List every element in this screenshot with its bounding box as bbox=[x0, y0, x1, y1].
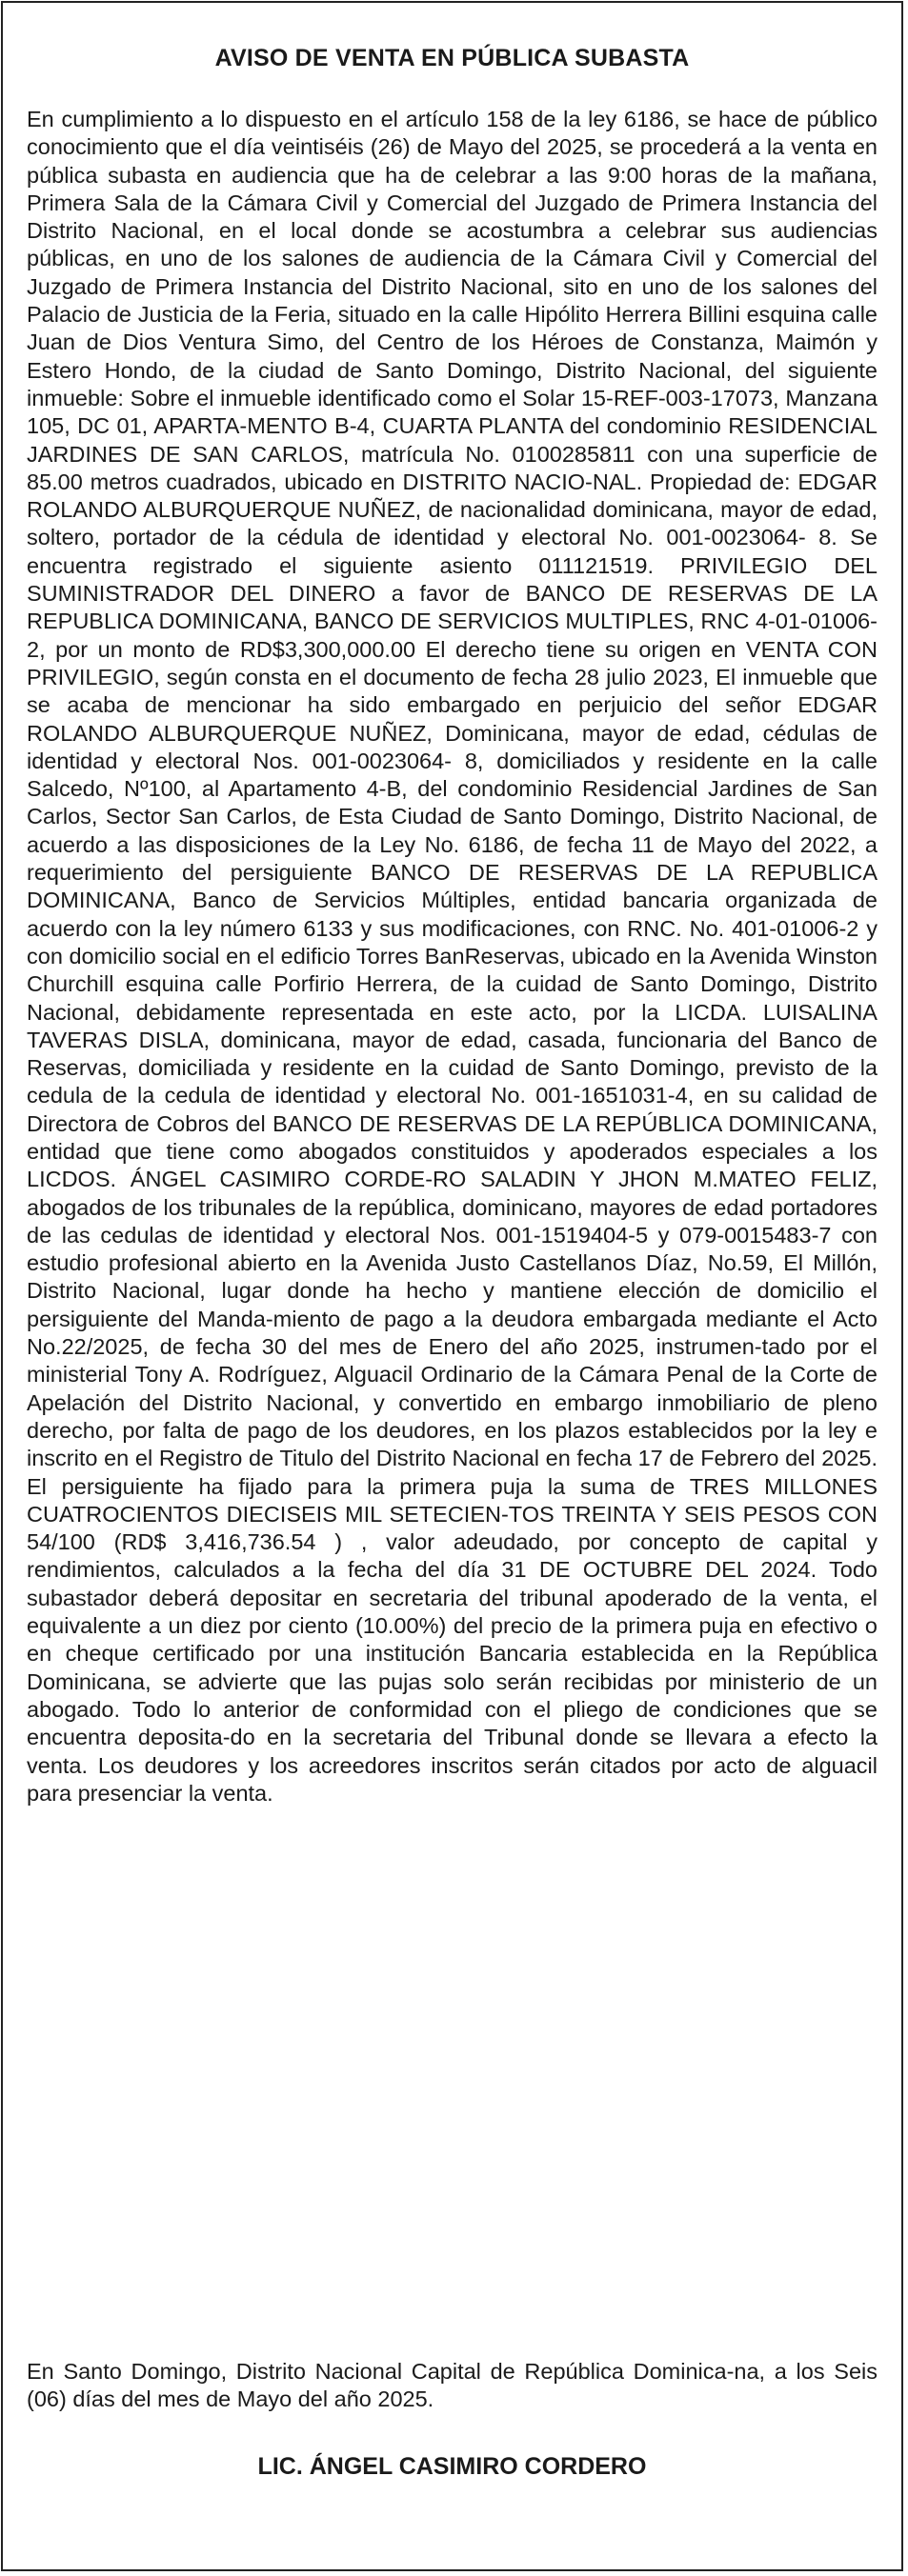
notice-body: En cumplimiento a lo dispuesto en el artículo 158 de la ley 6186, se hace de público conocimiento que el día veintiséis (26) de Mayo del 2025, se procederá a la venta en pública subasta en audiencia que ha de celebrar a las 9:00 horas de la mañana, Primera Sala de la Cámara Civil y Comercial del Juzgado de Primera Instancia del Distrito Nacional, en el local donde se acostumbra a celebrar sus audiencias públicas, en uno de los salones de audiencia de la Cámara Civil y Comercial del Juzgado de Primera Instancia del Distrito Nacional, sito en uno de los salones del Palacio de Justicia de la Feria, situado en la calle Hipólito Herrera Billini esquina calle Juan de Dios Ventura Simo, del Centro de los Héroes de Constanza, Maimón y Estero Hondo, de la ciudad de Santo Domingo, Distrito Nacional, del siguiente inmueble: Sobre el inmueble identificado como el Solar 15-REF-003-17073, Manzana 105, DC 01, APARTA-MENTO B-4, CUARTA PLANTA del condominio RESIDENCIAL JARDINES DE SAN CARLOS, matrícula No. 0100285811 con una superficie de 85.00 metros cuadrados, ubicado en DISTRITO NACIO-NAL. Propiedad de: EDGAR ROLANDO ALBURQUERQUE NUÑEZ, de nacionalidad dominicana, mayor de edad, soltero, portador de la cédula de identidad y electoral No. 001-0023064- 8. Se encuentra registrado el siguiente asiento 011121519. PRIVILEGIO DEL SUMINISTRADOR DEL DINERO a favor de BANCO DE RESERVAS DE LA REPUBLICA DOMINICANA, BANCO DE SERVICIOS MULTIPLES, RNC 4-01-01006-2, por un monto de RD$3,300,000.00 El derecho tiene su origen en VENTA CON PRIVILEGIO, según consta en el documento de fecha 28 julio 2023, El inmueble que se acaba de mencionar ha sido embargado en perjuicio del señor EDGAR ROLANDO ALBURQUERQUE NUÑEZ, Dominicana, mayor de edad, cédulas de identidad y electoral Nos. 001-0023064- 8, domiciliados y residente en la calle Salcedo, Nº100, al Apartamento 4-B, del condominio Residencial Jardines de San Carlos, Sector San Carlos, de Esta Ciudad de Santo Domingo, Distrito Nacional, de acuerdo a las disposiciones de la Ley No. 6186, de fecha 11 de Mayo del 2022, a requerimiento del persiguiente BANCO DE RESERVAS DE LA REPUBLICA DOMINICANA, Banco de Servicios Múltiples, entidad bancaria organizada de acuerdo con la ley número 6133 y sus modificaciones, con RNC. No. 401-01006-2 y con domicilio social en el edificio Torres BanReservas, ubicado en la Avenida Winston Churchill esquina calle Porfirio Herrera, de la cuidad de Santo Domingo, Distrito Nacional, debidamente representada en este acto, por la LICDA. LUISALINA TAVERAS DISLA, dominicana, mayor de edad, casada, funcionaria del Banco de Reservas, domiciliada y residente en la cuidad de Santo Domingo, previsto de la cedula de la cedula de identidad y electoral No. 001-1651031-4, en su calidad de Directora de Cobros del BANCO DE RESERVAS DE LA REPÚBLICA DOMINICANA, entidad que tiene como abogados constituidos y apoderados especiales a los LICDOS. ÁNGEL CASIMIRO CORDE-RO SALADIN Y JHON M.MATEO FELIZ, abogados de los tribunales de la república, dominicano, mayores de edad portadores de las cedulas de identidad y electoral Nos. 001-1519404-5 y 079-0015483-7 con estudio profesional abierto en la Avenida Justo Castellanos Díaz, No.59, El Millón, Distrito Nacional, lugar donde ha hecho y mantiene elección de domicilio el persiguiente del Manda-miento de pago a la deudora embargada mediante el Acto No.22/2025, de fecha 30 del mes de Enero del año 2025, instrumen-tado por el ministerial Tony A. Rodríguez, Alguacil Ordinario de la Cámara Penal de la Corte de Apelación del Distrito Nacional, y convertido en embargo inmobiliario de pleno derecho, por falta de pago de los deudores, en los plazos establecidos por la ley e inscrito en el Registro de Titulo del Distrito Nacional en fecha 17 de Febrero del 2025. El persiguiente ha fijado para la primera puja la suma de TRES MILLONES CUATROCIENTOS DIECISEIS MIL SETECIEN-TOS TREINTA Y SEIS PESOS CON 54/100 (RD$ 3,416,736.54 ) , valor adeudado, por concepto de capital y rendimientos, calculados a la fecha del día 31 DE OCTUBRE DEL 2024. Todo subastador deberá depositar en secretaria del tribunal apoderado de la venta, el equivalente a un diez por ciento (10.00%) del precio de la primera puja en efectivo o en cheque certificado por una institución Bancaria establecida en la República Dominicana, se advierte que las pujas solo serán recibidas por ministerio de un abogado. Todo lo anterior de conformidad con el pliego de condiciones que se encuentra deposita-do en la secretaria del Tribunal donde se llevara a efecto la venta. Los deudores y los acreedores inscritos serán citados por acto de alguacil para presenciar la venta. bbox=[27, 107, 878, 1806]
notice-signature: LIC. ÁNGEL CASIMIRO CORDERO bbox=[257, 2453, 647, 2480]
notice-closing: En Santo Domingo, Distrito Nacional Capital de República Dominica-na, a los Seis (06) días del mes de Mayo del año 2025. bbox=[27, 2359, 878, 2412]
notice-frame bbox=[1, 1, 903, 2571]
notice-title: AVISO DE VENTA EN PÚBLICA SUBASTA bbox=[214, 45, 690, 71]
